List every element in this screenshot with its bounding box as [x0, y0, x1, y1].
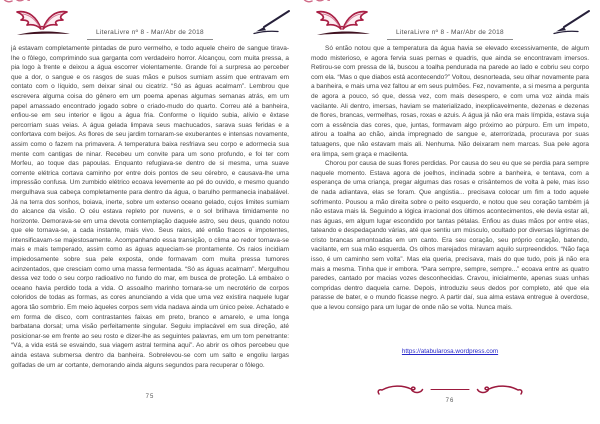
page-number-right: 76: [445, 398, 455, 404]
blog-link-row: [300, 340, 600, 358]
page-number-left: 75: [145, 394, 155, 400]
quill-pen-icon: [251, 9, 291, 36]
story-paragraph: Só então notou que a temperatura da água havia se elevado excessivamente, de algum modo misterioso, e agora fervia suas pernas e quadris, que ainda se encontravam imersos. Retirou-se com pressa de lá, buscou a toalha pendurada na parede ao lado e cobriu seu corpo com ela. “Mas o que diabos está acontecendo?” Voltou, desnorteada, seu olhar novamente para a banheira, e mais uma vez faltou ar em seus pulmões. Fez, novamente, a si mesma a pergunta de agora a pouco, só que, dessa vez, com mais desespero, e com uma voz ainda mais vacilante. Ali dentro, imersas, haviam se materializado, inexplicavelmente, dezenas e dezenas de flores, brancas, vermelhas, rosas, roxas e azuis. A água já não era mais límpida, estava suja com a essência das cores, que, juntas, formavam algo próximo ao púrpuro. Em um ímpeto, atirou a toalha ao chão, ainda impregnado de sangue e, aterrorizada, procurava por suas tatuagens, que não estavam mais ali. Nenhuma. Não deixaram nem marcas. Sua pele agora era limpa, sem graça e macilenta.: [311, 45, 589, 158]
page-right: [300, 0, 600, 424]
page-header: [0, 0, 300, 44]
page-header: [300, 0, 600, 44]
blog-link[interactable]: https://atabularosa.wordpress.com: [401, 348, 499, 355]
story-paragraph: Chorou por causa de suas flores perdidas. Por causa do seu eu que se perdia para sempre naquele momento. Estava agora de joelhos, inclinada sobre a banheira, e tentava, com a esperança de uma criança, pregar algumas das rosas e crisântemos de volta à pele, mas isso de nada adiantava, elas se foram. Que angústia... precisava colocar um fim a todo aquele sofrimento. Pousou a mão direita sobre o peito esquerdo, e notou que seu coração também já não estava mais lá. Seguindo a lógica irracional dos últimos acontecimentos, ele devia estar ali, nas águas, em algum lugar escondido por tantas pétalas. Enfiou as duas mãos por entre elas, tateando e despedaçando várias, até que sentiu um músculo, ocultado por diversas lágrimas de cristo brancas amontoadas em um canto. Era seu coração, seu próprio coração, batendo, vacilante, em sua mão esquerda. Os olhos marejados miravam aquilo surpreendidos. “Não faça isso, é um caminho sem volta”. Mas ela queria, precisava, mais do que tudo, pois já não era mais a mesma. Tinha que ir embora. “Para sempre, sempre, sempre...” ecoava entre as quatro paredes, cantado por macias vozes desconhecidas. Cravou, inicialmente, apenas suas unhas compridas dentro daquela carne. Depois, introduziu seus dedos por completo, até que ela parasse de bater, e o mundo ficasse negro. A partir daí, sua alma estava entregue à overdose, que a levou consigo para um lugar de onde não se volta. Nunca mais.: [311, 160, 589, 312]
quill-pen-icon: [551, 9, 591, 36]
page-left-text: [11, 44, 289, 388]
magazine-title: LiteraLivre nº 8 - Mar/Abr de 2018: [387, 29, 513, 40]
page-right-text: [311, 44, 589, 344]
footer-flourish-icon: [300, 382, 600, 398]
magazine-title: LiteraLivre nº 8 - Mar/Abr de 2018: [87, 29, 213, 40]
story-paragraph: já estavam completamente pintadas de puro vermelho, e todo aquele cheiro de sangue tirava-lhe o fôlego, comprimindo sua garganta com verdadeiro horror. Alcançou, com muita pressa, a pia logo à frente e deixou a água escorrer violentamente. Grande foi a surpresa ao perceber que a dor, o sangue e os rasgos de suas mãos e pulsos sumiam assim que entravam em contato com o líquido, sem deixar sinal ou cicatriz. “Só as águas acalmam”. Lembrou que escrevera alguma coisa do gênero em um poema apenas algumas semanas atrás, em um papel amassado encontrado jogado sobre o criado-mudo do quarto. Correu até a banheira, enfiou-se em seu interior e ligou a água fria. Conforme o líquido subia, alívio e êxtase percorriam suas veias. A água gelada limpava seus machucados, sarava suas feridas e a confortava com beijos. As flores de seu jardim tornaram-se exuberantes e intensas novamente, assim como o fazem na primavera. A temperatura baixa resfriava seu corpo e adormecia sua mente com cantigas de ninar. Recebeu um convite para um sono profundo, e foi ter com Morfeu, ao toque das papoulas. Enquanto refugiava-se dentro de si mesma, uma suave corrente elétrica cortava caminho por entre dois pontos de seu cérebro, e causava-lhe uma impressão confusa. Um zumbido elétrico ecoava levemente ao pé do ouvido, e mesmo quando mergulhava sua cabeça completamente para dentro da água, o barulho permanecia inabalável. Já na terra dos sonhos, boiava, inerte, sobre um extenso oceano gelado, cujos limites sumiam do alcance da visão. O céu estava repleto por nuvens, e o sol brilhava timidamente no horizonte. Demorava-se em uma devota contemplação daquele astro, seu deus, quando notou que ele tornava-se, a cada instante, mais vivo. Seus raios, até então fracos e impotentes, intensificavam-se majestosamente. Acompanhando essa transição, o clima ao redor tornava-se mais e mais temperado, assim como as águas aqueciam-se prontamente. Os raios incidiam impiedosamente sobre sua pele exposta, onde formavam com muita pressa tumores acinzentados, que cresciam como uma massa fermentada. “Só as águas acalmam”. Mergulhou dessa vez todo o seu corpo radioativo no fundo do mar, em busca de proteção. Lá embaixo o oceano havia perdido toda a vida. O assoalho marinho tornara-se um necrotério de corpos coloridos de todas as formas, as cores anunciando a vida que uma vez existira naquele lugar agora tão sombrio. Em meio àqueles corpos sem vida nadava ainda um único peixe. Achatado e em forma de disco, com contrastantes faixas em preto, branco e amarelo, e uma longa barbatana dorsal; uma visão perfeitamente singular. Seguiu implacável em sua direção, até posicionar-se em frente ao seu rosto e dizer-lhe as seguintes palavras, em um tom penetrante: “Vá, a vida está se esvaindo, sua viagem astral termina aqui”. Ao abrir os olhos percebeu que ainda estava submersa dentro da banheira. Sobrelevou-se com um salto e engoliu largas golfadas de um ar cortante, demorando ainda alguns segundos para recuperar o fôlego.: [11, 45, 289, 369]
